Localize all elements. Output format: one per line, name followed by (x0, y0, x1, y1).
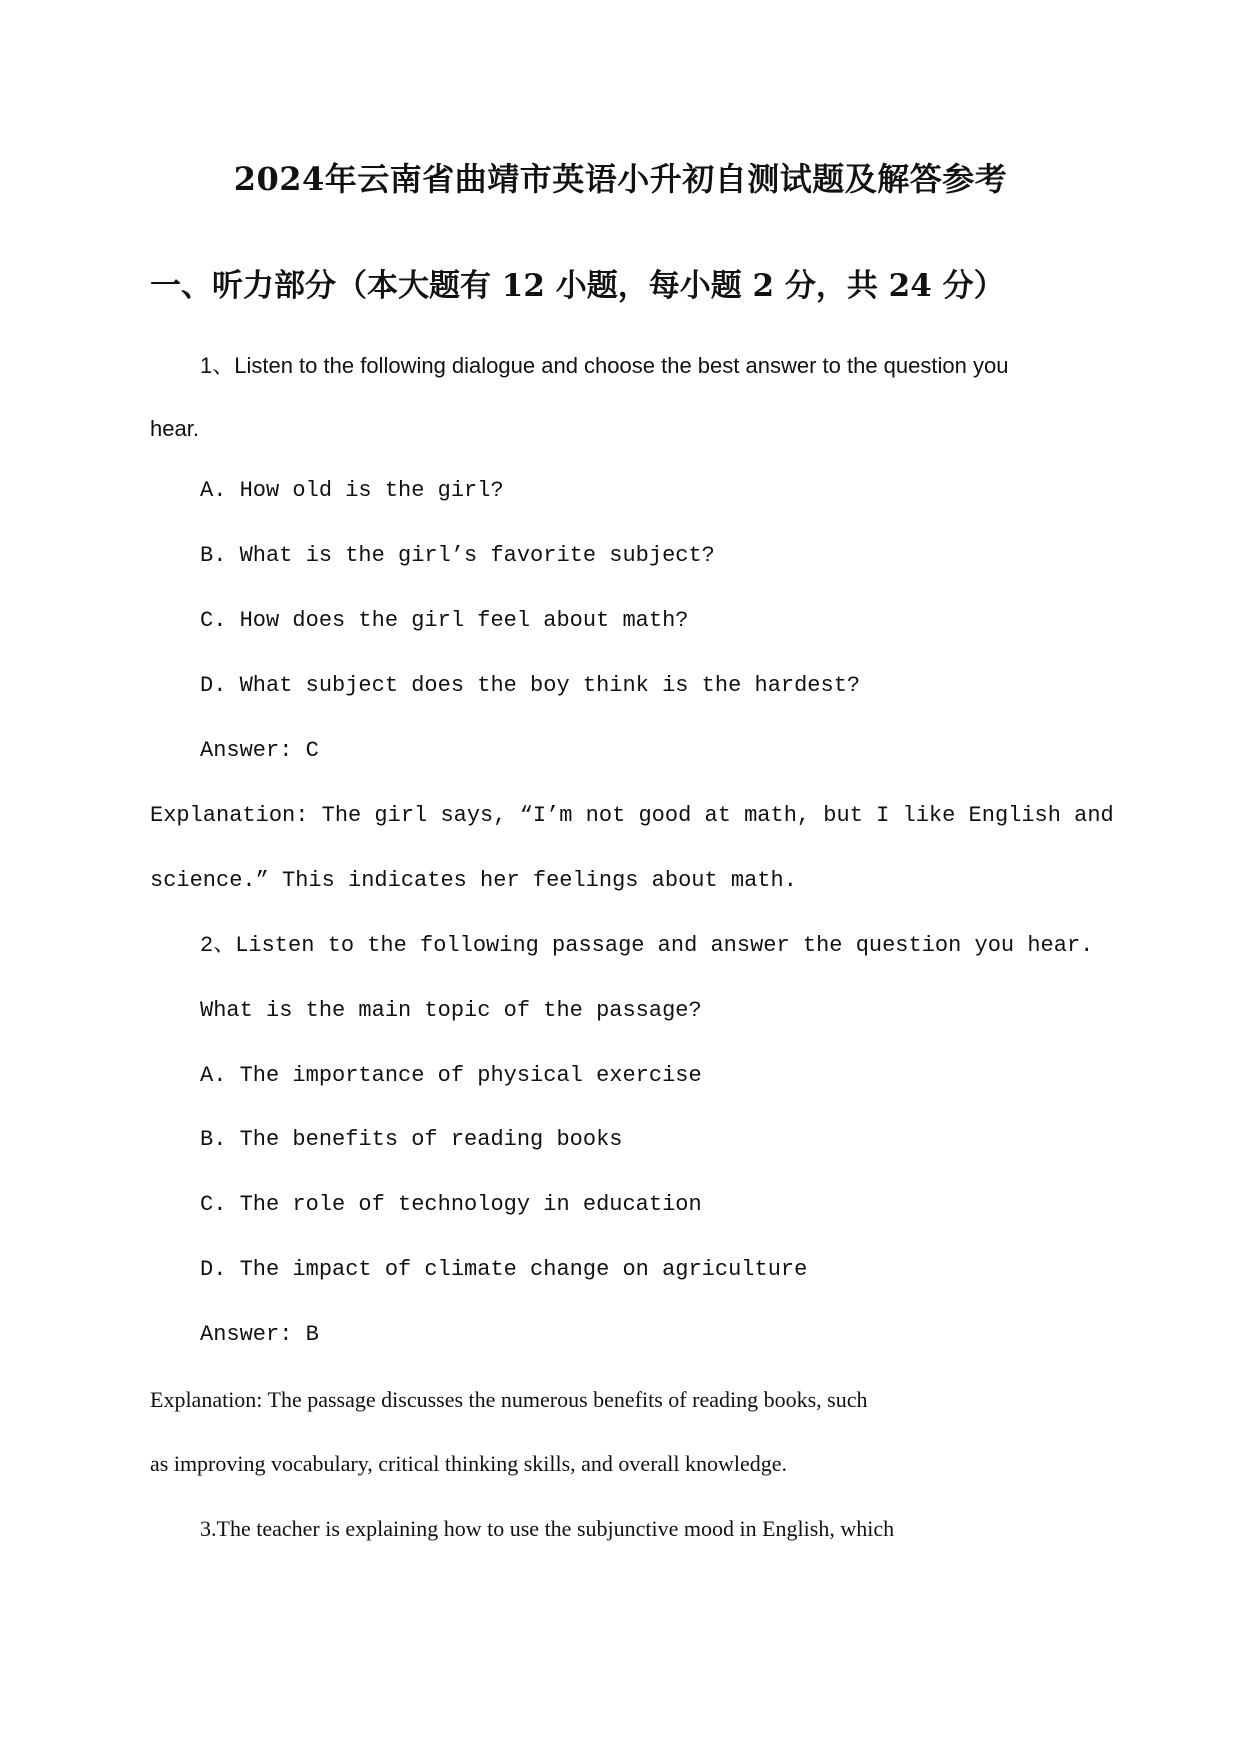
question-3-prompt-line-1: 3.The teacher is explaining how to use the subjunctive mood in English, which (200, 1516, 895, 1541)
question-2-explanation-line-1: Explanation: The passage discusses the numerous benefits of reading books, such (150, 1387, 868, 1412)
question-1-explanation-line-1: Explanation: The girl says, “I’m not good at math, but I like English and (150, 803, 1114, 828)
question-2-answer: Answer: B (200, 1322, 319, 1347)
question-1-option-d: D. What subject does the boy think is the hardest? (200, 673, 861, 698)
question-1-prompt-line-2: hear. (150, 416, 199, 441)
question-1-prompt-line-1: 1、Listen to the following dialogue and choose the best answer to the question you (200, 353, 1009, 378)
section-heading-listening: 一、听力部分（本大题有 12 小题，每小题 2 分，共 24 分） (150, 268, 1005, 304)
question-1-option-b: B. What is the girl’s favorite subject? (200, 543, 715, 568)
question-2-option-a: A. The importance of physical exercise (200, 1063, 702, 1088)
question-1-explanation-line-2: science.” This indicates her feelings about math. (150, 868, 797, 893)
question-2-question-line: What is the main topic of the passage? (200, 998, 702, 1023)
question-2-option-d: D. The impact of climate change on agriculture (200, 1257, 808, 1282)
question-2-option-c: C. The role of technology in education (200, 1192, 702, 1217)
document-title: 2024年云南省曲靖市英语小升初自测试题及解答参考 (233, 160, 1008, 198)
question-1-option-a: A. How old is the girl? (200, 478, 504, 503)
question-2-option-b: B. The benefits of reading books (200, 1127, 623, 1152)
question-2-explanation-line-2: as improving vocabulary, critical thinking skills, and overall knowledge. (150, 1451, 788, 1476)
question-1-answer: Answer: C (200, 738, 319, 763)
question-1-option-c: C. How does the girl feel about math? (200, 608, 689, 633)
question-2-prompt: 2、Listen to the following passage and answer the question you hear. (200, 933, 1094, 958)
